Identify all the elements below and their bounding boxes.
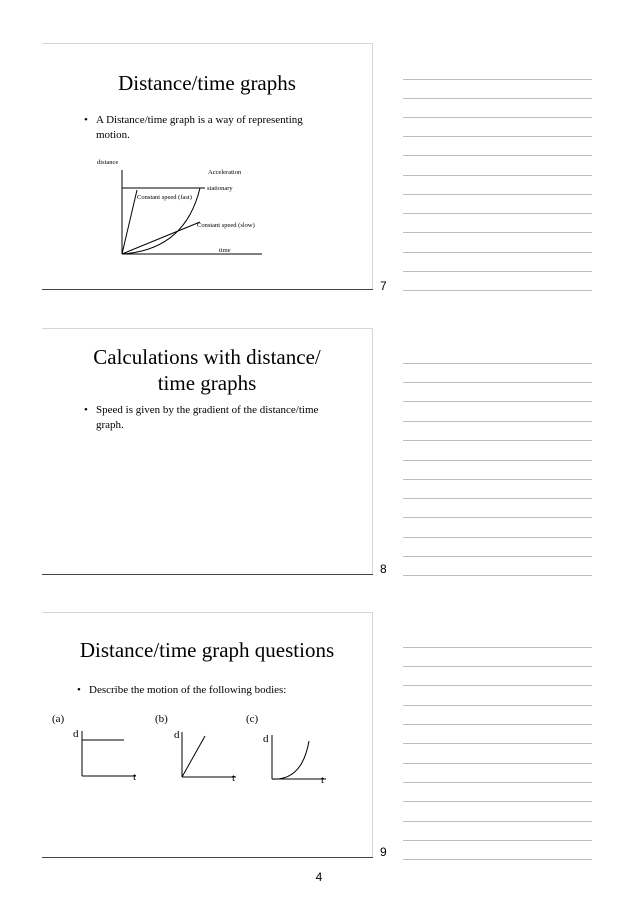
graph-label-slow: Constant speed (slow) xyxy=(197,222,255,229)
question-a-label: (a) xyxy=(52,713,65,725)
slide-7-title: Distance/time graphs xyxy=(118,71,296,95)
question-a-y-label: d xyxy=(73,728,79,740)
graph-label-stationary: stationary xyxy=(207,185,233,192)
question-b-label: (b) xyxy=(155,713,168,725)
slide-9-title: Distance/time graph questions xyxy=(79,638,335,662)
slide-8-bullet-line-2: graph. xyxy=(96,419,124,431)
question-c-label: (c) xyxy=(246,713,259,725)
slide-9-bullet-text: Describe the motion of the following bodies: xyxy=(89,684,287,696)
bullet-dot: • xyxy=(84,404,88,416)
slide-7-number: 7 xyxy=(380,279,387,293)
slide-7-bullet-line-1: A Distance/time graph is a way of representing xyxy=(96,114,303,126)
notes-line xyxy=(403,859,592,860)
graph-x-axis-label: time xyxy=(219,247,231,254)
notes-line xyxy=(403,840,592,841)
question-c-y-label: d xyxy=(263,733,269,745)
question-b-line xyxy=(182,736,205,777)
slide-7-bullet-line-2: motion. xyxy=(96,129,130,141)
notes-line xyxy=(403,743,592,744)
notes-line xyxy=(403,666,592,667)
question-a-x-label: t xyxy=(133,771,137,783)
notes-line xyxy=(403,763,592,764)
slide-8-title-line-1: Calculations with distance/ xyxy=(93,345,321,369)
page-number: 4 xyxy=(315,870,323,884)
question-c-curve xyxy=(272,741,309,779)
question-c-x-label: t xyxy=(321,774,325,786)
question-b-x-label: t xyxy=(232,772,236,784)
slide-9-number: 9 xyxy=(380,845,387,859)
slide-8-bullet-line-1: Speed is given by the gradient of the distance/time xyxy=(96,404,319,416)
graph-label-acceleration: Acceleration xyxy=(208,169,242,176)
notes-line xyxy=(403,724,592,725)
graph-y-axis-label: distance xyxy=(97,159,119,166)
notes-line xyxy=(403,801,592,802)
notes-line xyxy=(403,685,592,686)
notes-line xyxy=(403,647,592,648)
graph-label-fast: Constant speed (fast) xyxy=(137,194,192,201)
slide-8-title-line-2: time graphs xyxy=(157,371,257,395)
bullet-dot: • xyxy=(77,684,81,696)
question-b-y-label: d xyxy=(174,729,180,741)
notes-line xyxy=(403,821,592,822)
notes-line xyxy=(403,705,592,706)
bullet-dot: • xyxy=(84,114,88,126)
slide-8-number: 8 xyxy=(380,562,387,576)
notes-line xyxy=(403,782,592,783)
